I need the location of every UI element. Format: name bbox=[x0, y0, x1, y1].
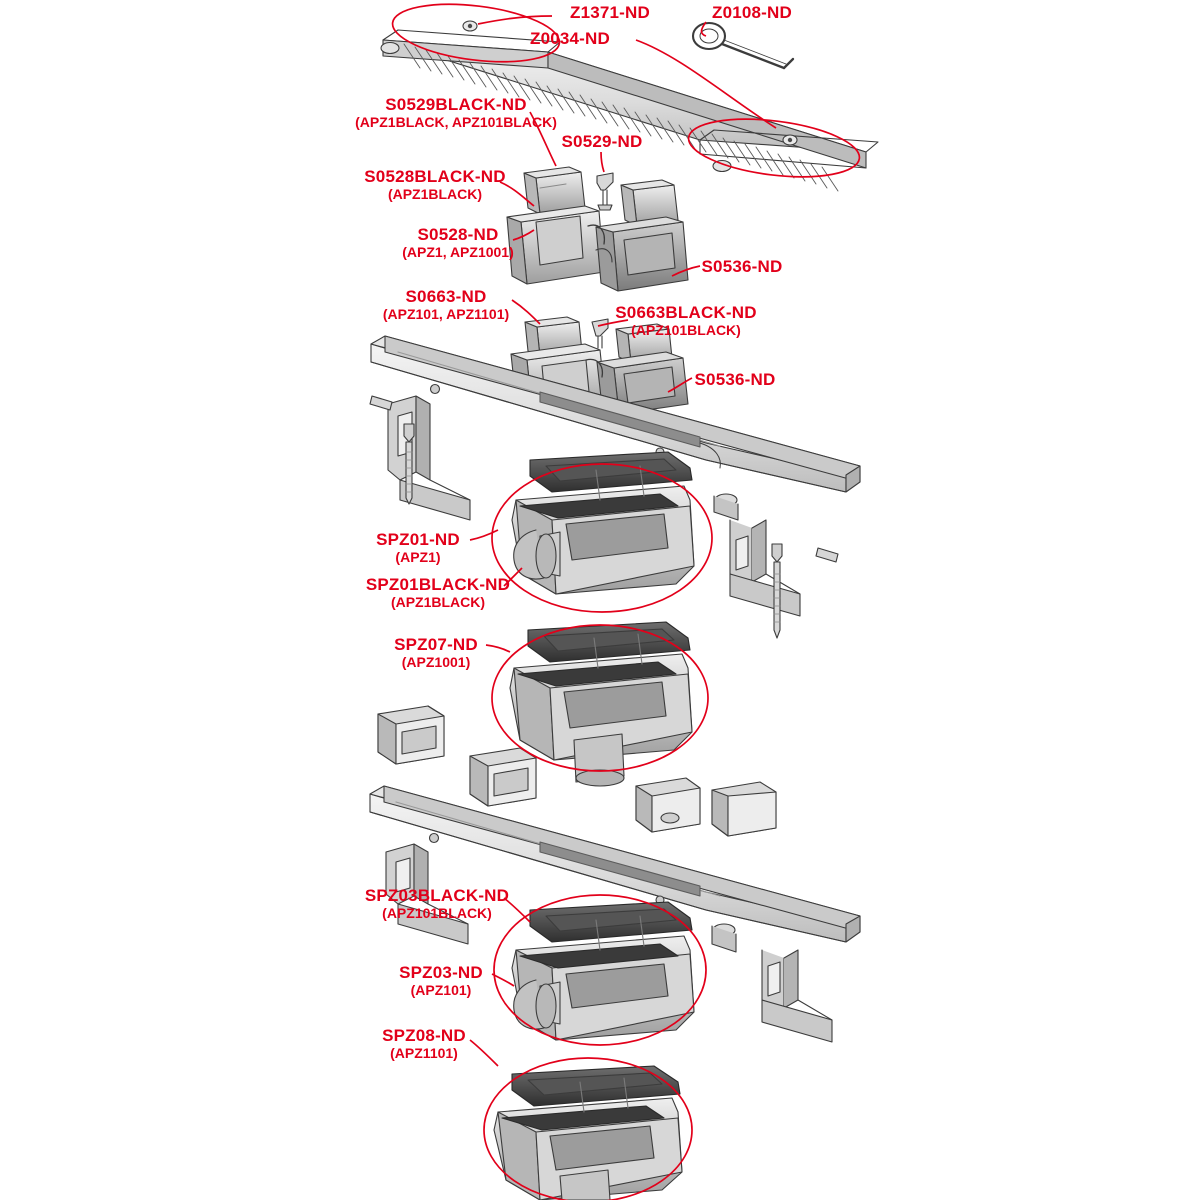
callout-label-spz03black bbox=[365, 887, 509, 921]
callout-label-s0663black bbox=[615, 304, 756, 338]
callout-main: Z0034-ND bbox=[529, 29, 611, 48]
callout-sub: (APZ1BLACK) bbox=[390, 593, 486, 610]
callout-main: S0663-ND bbox=[405, 287, 487, 306]
callout-label-s0663 bbox=[383, 288, 509, 322]
callout-label-spz08 bbox=[382, 1027, 466, 1061]
callout-label-s0528 bbox=[402, 226, 514, 260]
callout-sub: (APZ1) bbox=[395, 548, 441, 565]
siphon-assembly-upper bbox=[507, 167, 688, 291]
siphon-spz08 bbox=[494, 1066, 682, 1200]
callout-label-spz07 bbox=[394, 636, 478, 670]
leader-spz01 bbox=[470, 530, 498, 540]
callout-label-s0536-lower bbox=[695, 371, 776, 390]
callout-main: SPZ08-ND bbox=[382, 1026, 466, 1045]
callout-label-spz01 bbox=[376, 531, 460, 565]
callout-main: S0529BLACK-ND bbox=[385, 95, 527, 114]
leader-s0529 bbox=[601, 152, 604, 172]
callout-sub: (APZ101BLACK) bbox=[631, 321, 741, 338]
callout-main: SPZ01BLACK-ND bbox=[365, 575, 511, 594]
callout-sub: (APZ1BLACK) bbox=[387, 185, 483, 202]
callout-label-z1371 bbox=[570, 4, 650, 23]
hook-tool bbox=[693, 23, 793, 68]
siphon-spz01 bbox=[512, 452, 694, 594]
callout-main: SPZ03-ND bbox=[399, 963, 483, 982]
siphon-spz03 bbox=[512, 902, 694, 1040]
callout-sub: (APZ1BLACK, APZ101BLACK) bbox=[355, 113, 557, 130]
callout-sub: (APZ101) bbox=[410, 981, 472, 998]
callout-main: Z1371-ND bbox=[569, 3, 651, 22]
leader-s0663 bbox=[512, 300, 540, 324]
siphon-spz07 bbox=[510, 622, 692, 786]
callout-label-z0034 bbox=[530, 30, 610, 49]
callout-sub: (APZ1001) bbox=[401, 653, 471, 670]
callout-sub: (APZ1, APZ1001) bbox=[402, 243, 514, 260]
callout-label-s0529black bbox=[355, 96, 557, 130]
callout-main: S0529-ND bbox=[561, 132, 643, 151]
callout-sub: (APZ101BLACK) bbox=[382, 904, 492, 921]
leader-spz07 bbox=[486, 645, 510, 652]
callout-label-spz01black bbox=[366, 576, 510, 610]
callout-label-s0528black bbox=[364, 168, 505, 202]
callout-label-s0536-upper bbox=[702, 258, 783, 277]
callout-label-z0108 bbox=[712, 4, 792, 23]
callout-label-s0529 bbox=[562, 133, 643, 152]
callout-main: S0536-ND bbox=[701, 257, 783, 276]
callout-main: S0528-ND bbox=[417, 225, 499, 244]
callout-label-spz03 bbox=[399, 964, 483, 998]
callout-sub: (APZ101, APZ1101) bbox=[382, 305, 510, 322]
callout-main: SPZ01-ND bbox=[376, 530, 460, 549]
callout-main: S0528BLACK-ND bbox=[364, 167, 506, 186]
callout-sub: (APZ1101) bbox=[390, 1044, 458, 1061]
callout-main: SPZ07-ND bbox=[394, 635, 478, 654]
callout-main: SPZ03BLACK-ND bbox=[364, 886, 510, 905]
leader-spz08 bbox=[470, 1040, 498, 1066]
callout-main: S0536-ND bbox=[694, 370, 776, 389]
callout-main: S0663BLACK-ND bbox=[615, 303, 757, 322]
callout-main: Z0108-ND bbox=[711, 3, 793, 22]
